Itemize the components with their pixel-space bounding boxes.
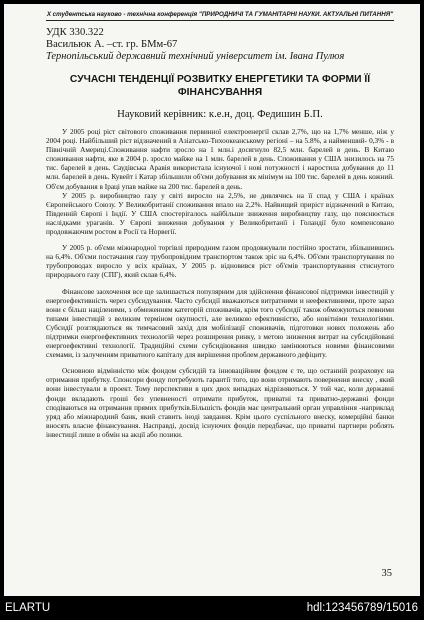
- paper-page: [4, 4, 420, 596]
- handle-identifier: hdl:123456789/15016: [306, 602, 418, 614]
- page-number: 35: [381, 568, 392, 579]
- conference-header: Х студентська науково - технічна конференція "ПРИРОДНИЧІ ТА ГУМАНІТАРНІ НАУКИ. АКТУАЛЬНІ ПИТАННЯ": [46, 11, 394, 18]
- author-line: Васильюк А. –ст. гр. БМм-67: [46, 39, 178, 50]
- repository-name: ELARTU: [5, 602, 51, 614]
- paragraph-2: У 2005 р. виробництво газу у світі виросло на 2,5%, не дивлячись на її спад у США і країнах Європейського Союзу. У Великобританії споживання впало на 2,2%. Найвищий приріст відзначений в Китаю, Південній Європі і Індії. У США спостерігалось найбільше зниження виробництву газу, що пояснюється наслідками ураганів. У Європі зниження добування у Великобританії і Голандії було компенсовано продовжаючим ростом в Росії та Норвегії.: [46, 191, 394, 237]
- paragraph-4: Фінансове заохочення все ще залишається популярним для здійснення фінансової підтримки інвестицій у енергоефективність через субсидування. Часто субсидії вважаються витратними и неефективними, проте зараз вони є більш націленими, з обмеженням категорій споживачів, крім того субсидії також обмежуються певними типами інвестицій з великим терміном окупності, але великою ефективністю, або новітніми технологіями. Субсидії розглядаються як тимчасовий захід для мобілізації споживачів, підготовки нових положень або підтримки енергоефективних технологій через розширення ринку, з метою зниження витрат на субсидійовані енергоефективні технології. Традиційні схеми субсидіювання швидко замінюються новими фінансовими схемами, із залученням приватного капіталу для вирішення проблем державного дефіциту.: [46, 287, 394, 360]
- affiliation: Тернопільський державний технічний університет ім. Івана Пулюя: [46, 51, 345, 62]
- title-line-2: ФІНАНСУВАННЯ: [177, 87, 263, 98]
- repository-footer: [0, 596, 424, 620]
- title-line-1: СУЧАСНІ ТЕНДЕНЦІЇ РОЗВИТКУ ЕНЕРГЕТИКИ ТА ФОРМИ ЇЇ: [69, 74, 371, 85]
- paragraph-1: У 2005 році ріст світового споживання первинної електроенергії склав 2,7%, що на 1,7% менше, ніж у 2004 році. Найбільший ріст відзначений в Азіатсько-Тихоокеанському регіоні – на 5.8%, а найменший- 0,3% - в Північній Америці.Споживання нафти зросло на 1 млн.і досягнуло 82,5 млн. барелей в день. В Китаю споживання нафти, яке в 2004 р. зросло майже на 1 млн. барелей в день. Споживання у США знизилось на 75 тис. барелей в день. Саудівська Аравія використала існуючої і нові потужності і наростила добування до 11 млн. барелей в день. Кувейт і Катар збільшили об'єми добування як мінімум на 100 тис. барелей в день кожний. Об'єм добування в Іраці упав майже на 200 тис. барелей в день.: [46, 128, 394, 191]
- header-rule: [46, 20, 394, 21]
- paper-title: [46, 73, 394, 99]
- paragraph-5: Основною відмінністю між фондом субсидій та інноваційним фондом є те, що останній розраховує на отримання прибутку. Спонсори фонду потребують гарантії того, що вони отримають повернення внеску , який вони інвестували в проект. Тому перспективи в цих двох випадках відрізняються. У той час, коли державні фонди вкладають гроші без упевненості отримати прибуток, приватні та приватно-державні фонди сподіваються на отримання прямих прибутків.Більшість фондів має центральний орган управління -наприклад уряд або міжнародний банк, який ставить іноді завдання. Крім цього суспільного внеску, комерційні банки вносять власне фінансування. Насправді, досвід існуючих фондів передбачає, що приватні партнери роблять інвестиції лише в обмін на акції або позики.: [46, 367, 394, 439]
- scientific-supervisor: Науковий керівник: к.е.н, доц. Федишин Б.П.: [117, 108, 323, 120]
- paragraph-3: У 2005 р. об'єми міжнародної торгівлі природним газом продовжували постійно зростати, збільшившись на 6,4%. Об'єми постачання газу трубопровідним транспортом також зріс на 6,4%. Об'єми транспортування по трубопроводах виросло у всіх країнах, У 2005 р. відновився ріст об'ємів транспортування стиснутого природнього газу (СПГ), який склав 6,4%.: [46, 244, 394, 280]
- udk-code: УДК 330.322: [46, 27, 104, 38]
